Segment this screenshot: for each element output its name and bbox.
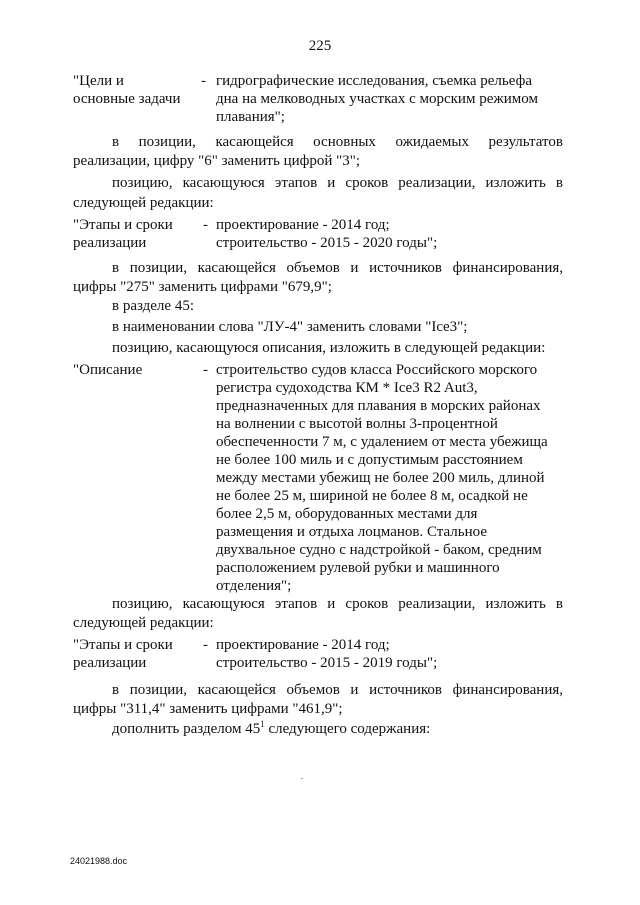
text-run: следующего содержания:	[264, 721, 431, 737]
paragraph-line: позицию, касающуюся описания, изложить в следующей редакции:	[112, 340, 546, 356]
definition-description	[216, 361, 548, 595]
term-line: реализации	[73, 655, 147, 671]
paragraph-line: в наименовании слова "ЛУ-4" заменить словами "Ice3";	[112, 319, 468, 335]
paragraph-line: в разделе 45:	[112, 298, 194, 314]
superscript: 1	[260, 719, 265, 729]
term-line: реализации	[73, 235, 147, 251]
dash: -	[203, 217, 208, 233]
definition-stages	[216, 636, 437, 672]
paragraph-line: в позиции, касающейся объемов и источников финансирования,	[112, 260, 563, 276]
term-line: "Цели и	[73, 73, 124, 89]
definition-line: на волнении с высотой волны 3-процентной	[216, 416, 498, 432]
definition-line: не более 100 миль и с допустимым расстоянием	[216, 452, 523, 468]
page-number: 225	[308, 38, 332, 54]
term-description	[73, 361, 142, 379]
definition-line: расположением рулевой рубки и машинного	[216, 560, 500, 576]
definition-line: обеспеченности 7 м, с удалением от места убежища	[216, 434, 548, 450]
scan-speck	[301, 778, 303, 779]
definition-line: размещения и отдыха лоцманов. Стальное	[216, 524, 487, 540]
definition-line: между местами убежищ не более 200 миль, длиной	[216, 470, 545, 486]
definition-line: отделения";	[216, 578, 292, 594]
definition-line: двухвальное судно с надстройкой - баком, средним	[216, 542, 542, 558]
paragraph-line: следующей редакции:	[73, 615, 214, 631]
paragraph-line: позицию, касающуюся этапов и сроков реализации, изложить в	[112, 596, 563, 612]
definition-line: строительство - 2015 - 2020 годы";	[216, 235, 438, 251]
definition-line: не более 25 м, шириной не более 8 м, осадкой не	[216, 488, 528, 504]
term-line: "Описание	[73, 362, 143, 378]
term-stages	[73, 636, 173, 672]
footer-filename: 24021988.doc	[70, 856, 128, 866]
paragraph-line: в позиции, касающейся основных ожидаемых результатов	[112, 134, 563, 150]
dash: -	[203, 637, 208, 653]
text-run: дополнить разделом 45	[112, 721, 261, 737]
paragraph-line: в позиции, касающейся объемов и источников финансирования,	[112, 682, 563, 698]
definition-line: строительство судов класса Российского морского	[216, 362, 538, 378]
term-stages	[73, 216, 173, 252]
paragraph-line	[112, 720, 430, 738]
term-line: "Этапы и сроки	[73, 217, 173, 233]
definition-line: строительство - 2015 - 2019 годы";	[216, 655, 438, 671]
paragraph-line: следующей редакции:	[73, 195, 214, 211]
definition-line: дна на мелководных участках с морским режимом	[216, 91, 538, 107]
paragraph-line: цифры "311,4" заменить цифрами "461,9";	[73, 701, 343, 717]
definition-line: регистра судоходства КМ * Ice3 R2 Aut3,	[216, 380, 478, 396]
definition-stages	[216, 216, 437, 252]
definition-goals	[216, 72, 538, 126]
paragraph-line: цифры "275" заменить цифрами "679,9";	[73, 279, 332, 295]
definition-line: проектирование - 2014 год;	[216, 637, 390, 653]
definition-line: проектирование - 2014 год;	[216, 217, 390, 233]
definition-line: плавания";	[216, 109, 285, 125]
dash: -	[203, 362, 208, 378]
dash: -	[201, 73, 206, 89]
term-line: основные задачи	[73, 91, 181, 107]
definition-line: гидрографические исследования, съемка рельефа	[216, 73, 532, 89]
definition-line: предназначенных для плавания в морских районах	[216, 398, 541, 414]
term-goals	[73, 72, 181, 108]
term-line: "Этапы и сроки	[73, 637, 173, 653]
definition-line: более 2,5 м, оборудованных местами для	[216, 506, 478, 522]
paragraph-line: позицию, касающуюся этапов и сроков реализации, изложить в	[112, 175, 563, 191]
paragraph-line: реализации, цифру "6" заменить цифрой "3";	[73, 153, 361, 169]
